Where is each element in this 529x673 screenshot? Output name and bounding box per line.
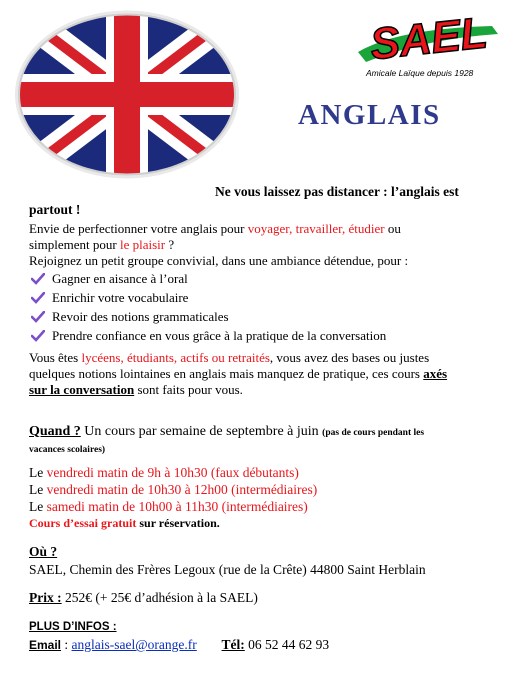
sael-logo bbox=[352, 8, 502, 90]
email-link[interactable]: anglais-sael@orange.fr bbox=[71, 637, 197, 652]
intro-line3: Rejoignez un petit groupe convivial, dans une ambiance détendue, pour : bbox=[29, 253, 409, 268]
when-line2: vacances scolaires) bbox=[29, 445, 106, 455]
info-label: PLUS D’INFOS : bbox=[29, 621, 117, 633]
page-title: ANGLAIS bbox=[298, 99, 441, 131]
logo-tagline: Amicale Laïque depuis 1928 bbox=[366, 68, 474, 78]
bullet-item: Revoir des notions grammaticales bbox=[52, 309, 229, 324]
bullet-item: Gagner en aisance à l’oral bbox=[52, 271, 188, 286]
when-line1: Quand ? Un cours par semaine de septembre à juin (pas de cours pendant les bbox=[29, 424, 425, 439]
check-icon bbox=[31, 311, 45, 323]
price-line: Prix : 252€ (+ 25€ d’adhésion à la SAEL) bbox=[29, 590, 258, 605]
where-label: Où ? bbox=[29, 544, 58, 559]
schedule-line: Le samedi matin de 10h00 à 11h30 (intermédiaires) bbox=[29, 499, 308, 514]
bullet-item: Prendre confiance en vous grâce à la pratique de la conversation bbox=[52, 328, 387, 343]
check-icon bbox=[31, 292, 45, 304]
headline-line1: Ne vous laissez pas distancer : l’anglais est bbox=[215, 184, 459, 199]
schedule-line: Le vendredi matin de 10h30 à 12h00 (intermédiaires) bbox=[29, 482, 318, 497]
bullet-item: Enrichir votre vocabulaire bbox=[52, 290, 189, 305]
headline-line2: partout ! bbox=[29, 202, 81, 217]
audience-line2: quelques notions lointaines en anglais mais manquez de pratique, ces cours axés bbox=[29, 366, 448, 381]
where-address: SAEL, Chemin des Frères Legoux (rue de la Crête) 44800 Saint Herblain bbox=[29, 562, 426, 577]
check-icon bbox=[31, 273, 45, 285]
intro-line1: Envie de perfectionner votre anglais pour voyager, travailler, étudier ou bbox=[29, 221, 401, 236]
schedule-line: Le vendredi matin de 9h à 10h30 (faux débutants) bbox=[29, 465, 299, 480]
audience-line1: Vous êtes lycéens, étudiants, actifs ou retraités, vous avez des bases ou justes bbox=[29, 350, 430, 365]
check-icon bbox=[31, 330, 45, 342]
trial-line: Cours d’essai gratuit sur réservation. bbox=[29, 516, 220, 530]
intro-line2: simplement pour le plaisir ? bbox=[29, 237, 175, 252]
svg-text:SAEL: SAEL bbox=[367, 8, 490, 68]
uk-flag-icon bbox=[14, 9, 240, 180]
audience-line3: sur la conversation sont faits pour vous. bbox=[29, 382, 243, 397]
contact-line: Email : anglais-sael@orange.fr Tél: 06 52 44 62 93 bbox=[29, 637, 330, 652]
